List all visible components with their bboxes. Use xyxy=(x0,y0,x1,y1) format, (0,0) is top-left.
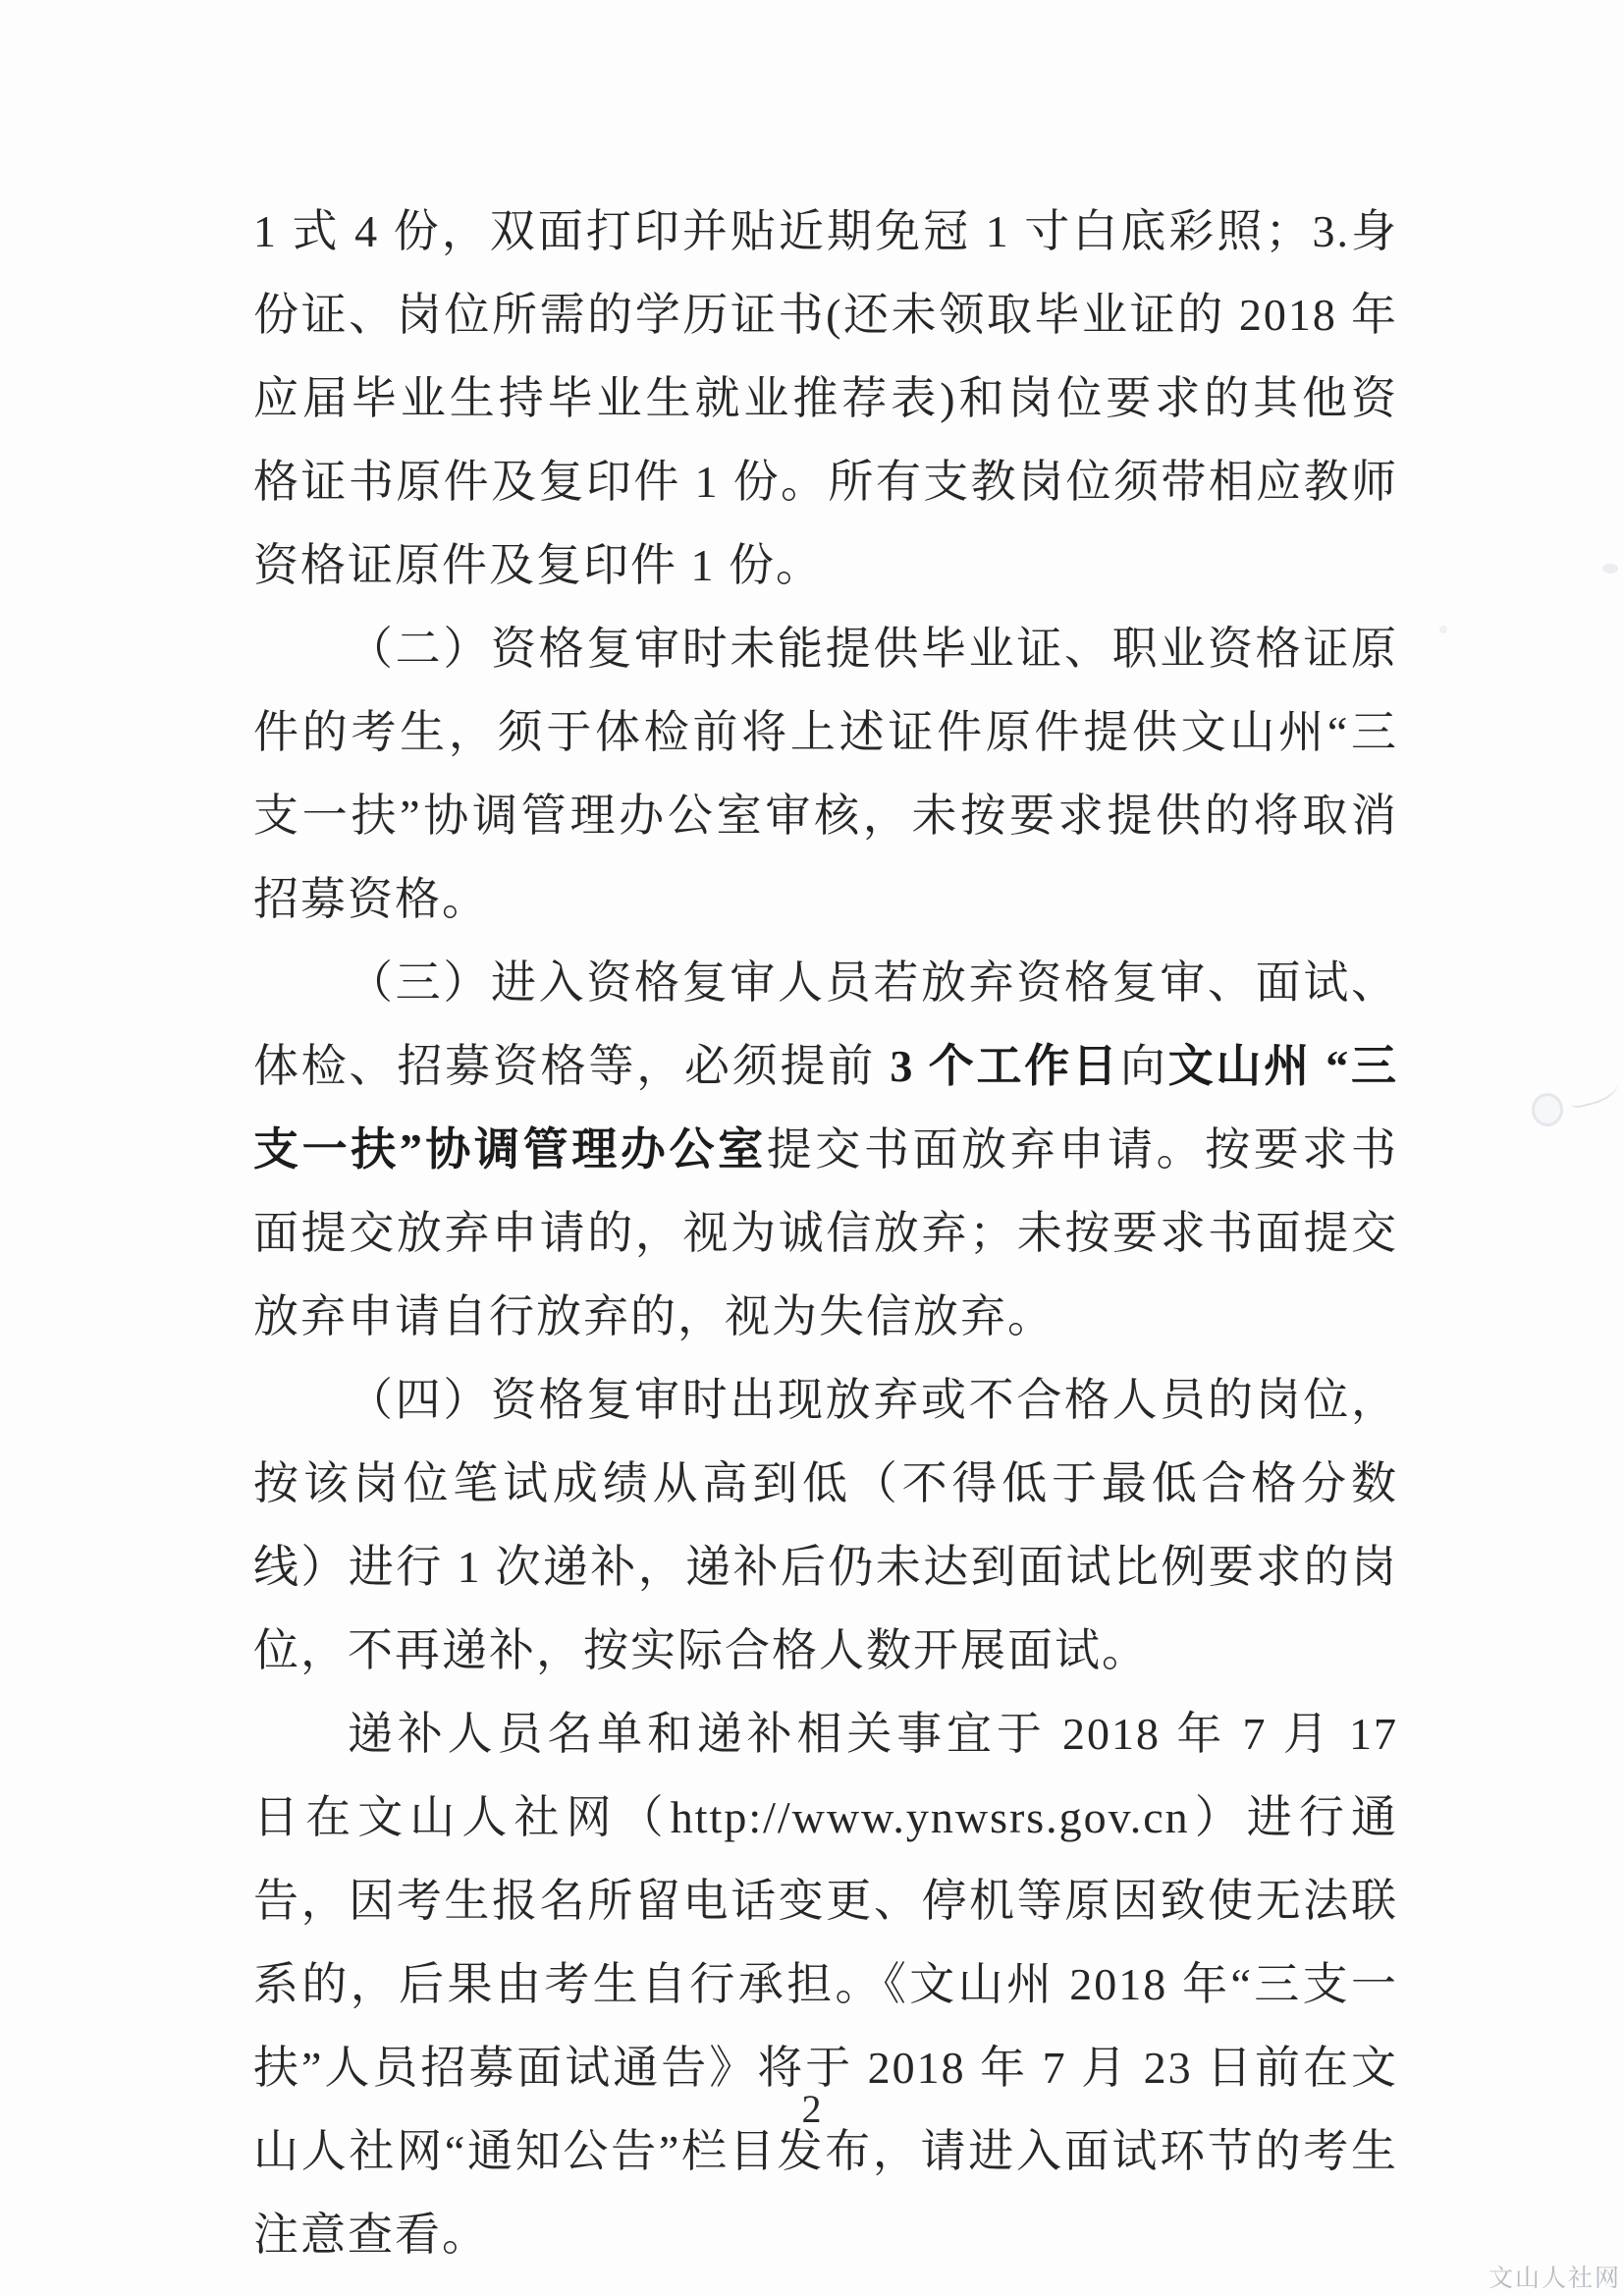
paragraph xyxy=(253,1358,1398,1692)
paragraph xyxy=(253,1692,1398,2276)
document-body xyxy=(253,190,1398,2276)
text-run: （四）资格复审时出现放弃或不合格人员的岗位，按该岗位笔试成绩从高到低（不得低于最低合格分数线）进行 1 次递补，递补后仍未达到面试比例要求的岗位，不再递补，按实际合格人数开展面试。 xyxy=(253,1375,1398,1675)
scan-smudge-curve xyxy=(1565,1070,1621,1110)
scan-smudge-dot xyxy=(1602,564,1618,574)
paragraph xyxy=(253,190,1398,607)
paragraph xyxy=(253,941,1398,1358)
text-run: （三）进入资格复审人员若放弃资格复审、面试、体检、招募资格等，必须提前 xyxy=(253,957,1398,1091)
bold-text-run: 文山州 “三支一扶”协调管理办公室 xyxy=(253,1041,1399,1175)
text-run: 1 式 4 份，双面打印并贴近期免冠 1 寸白底彩照；3.身份证、岗位所需的学历证书(还未领取毕业证的 2018 年应届毕业生持毕业生就业推荐表)和岗位要求的其他资格证书原件及复印件 1 份。所有支教岗位须带相应教师资格证原件及复印件 1 份。 xyxy=(253,206,1398,590)
paragraph xyxy=(253,607,1398,941)
text-run: 向 xyxy=(1119,1041,1168,1091)
page-number: 2 xyxy=(801,2087,822,2131)
bold-text-run: 3 个工作日 xyxy=(890,1041,1120,1091)
site-watermark: 文山人社网 xyxy=(1488,2265,1621,2292)
scan-smudge-soft xyxy=(1439,626,1447,633)
text-run: 递补人员名单和递补相关事宜于 2018 年 7 月 17 日在文山人社网（http://www.ynwsrs.gov.cn）进行通告，因考生报名所留电话变更、停机等原因致使无法联系的，后果由考生自行承担。《文山州 2018 年“三支一扶”人员招募面试通告》将于 2018 年 7 月 23 日前在文山人社网“通知公告”栏目发布，请进入面试环节的考生注意查看。 xyxy=(253,1709,1398,2260)
text-run: （二）资格复审时未能提供毕业证、职业资格证原件的考生，须于体检前将上述证件原件提供文山州“三支一扶”协调管理办公室审核，未按要求提供的将取消招募资格。 xyxy=(253,624,1398,924)
text-run: 提交书面放弃申请。按要求书面提交放弃申请的，视为诚信放弃；未按要求书面提交放弃申请自行放弃的，视为失信放弃。 xyxy=(253,1124,1399,1341)
scan-smudge-ring xyxy=(1532,1093,1563,1126)
